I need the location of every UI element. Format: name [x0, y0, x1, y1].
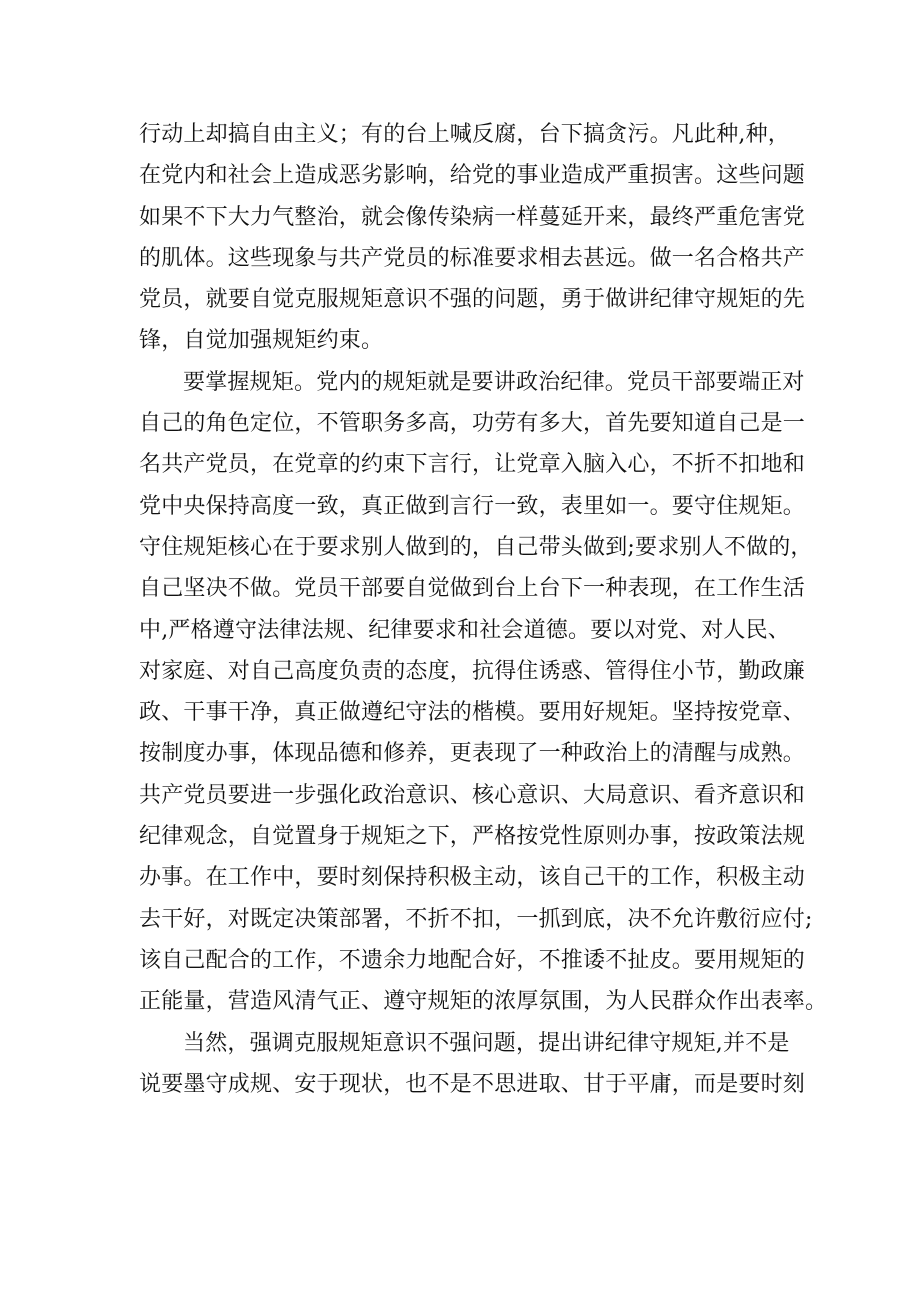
text-line: 办事。在工作中，要时刻保持积极主动，该自己干的工作，积极主动 [139, 865, 806, 891]
text-line: 按制度办事，体现品德和修养，更表现了一种政治上的清醒与成熟。 [139, 741, 806, 767]
text-line: 党中央保持高度一致，真正做到言行一致，表里如一。要守住规矩。 [139, 493, 806, 519]
text-line: 在党内和社会上造成恶劣影响，给党的事业造成严重损害。这些问题 [139, 163, 806, 189]
paragraph-2 [139, 362, 828, 1023]
text-line: 说要墨守成规、安于现状，也不是不思进取、甘于平庸，而是要时刻 [139, 1071, 806, 1097]
text-line: 守住规矩核心在于要求别人做到的，自己带头做到;要求别人不做的， [139, 534, 813, 560]
text-line: 党员，就要自觉克服规矩意识不强的问题，勇于做讲纪律守规矩的先 [139, 287, 806, 313]
text-line: 如果不下大力气整治，就会像传染病一样蔓延开来，最终严重危害党 [139, 204, 806, 230]
text-line: 政、干事干净，真正做遵纪守法的楷模。要用好规矩。坚持按党章、 [139, 700, 806, 726]
text-line: 名共产党员，在党章的约束下言行，让党章入脑入心，不折不扣地和 [139, 452, 806, 478]
text-line: 去干好，对既定决策部署，不折不扣，一抓到底，决不允许敷衍应付; [139, 906, 813, 932]
text-line: 纪律观念，自觉置身于规矩之下，严格按党性原则办事，按政策法规 [139, 824, 806, 850]
text-line: 共产党员要进一步强化政治意识、核心意识、大局意识、看齐意识和 [139, 782, 806, 808]
text-line: 中,严格遵守法律法规、纪律要求和社会道德。要以对党、对人民、 [139, 617, 790, 643]
text-line: 当然，强调克服规矩意识不强问题，提出讲纪律守规矩,并不是 [183, 1030, 790, 1056]
text-line: 行动上却搞自由主义；有的台上喊反腐，台下搞贪污。凡此种,种， [139, 122, 790, 147]
text-line: 自己的角色定位，不管职务多高，功劳有多大，首先要知道自己是一 [139, 411, 806, 437]
text-line: 该自己配合的工作，不遗余力地配合好，不推诿不扯皮。要用规矩的 [139, 947, 806, 973]
text-line: 锋，自觉加强规矩约束。 [139, 328, 384, 354]
body-text [139, 114, 828, 1105]
text-line: 自己坚决不做。党员干部要自觉做到台上台下一种表现，在工作生活 [139, 576, 806, 602]
paragraph-3 [139, 1023, 806, 1106]
text-line: 的肌体。这些现象与共产党员的标准要求相去甚远。做一名合格共产 [139, 245, 806, 271]
paragraph-1 [139, 114, 806, 362]
text-line: 正能量，营造风清气正、遵守规矩的浓厚氛围，为人民群众作出表率。 [139, 989, 828, 1015]
text-line: 要掌握规矩。党内的规矩就是要讲政治纪律。党员干部要端正对 [183, 369, 805, 395]
text-line: 对家庭、对自己高度负责的态度，抗得住诱惑、管得住小节，勤政廉 [139, 658, 806, 684]
